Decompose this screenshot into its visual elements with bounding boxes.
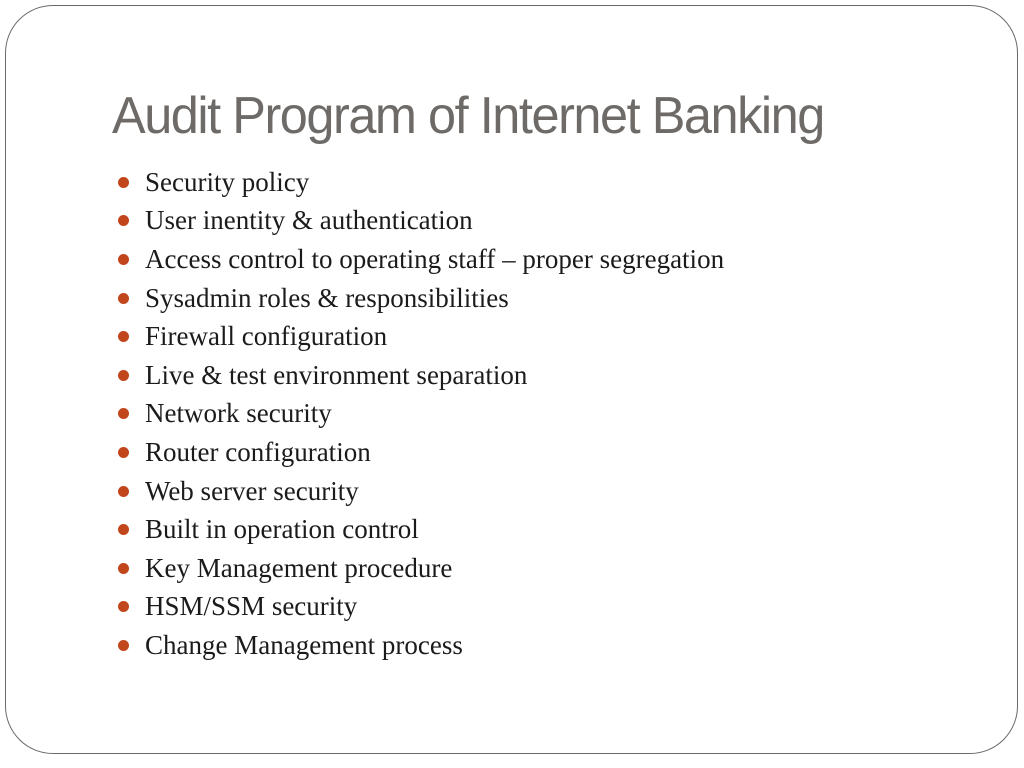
bullet-dot-icon xyxy=(118,447,129,458)
bullet-item xyxy=(118,588,724,627)
bullet-item xyxy=(118,240,724,279)
bullet-list xyxy=(118,163,724,665)
bullet-item xyxy=(118,395,724,434)
slide-title: Audit Program of Internet Banking xyxy=(112,87,824,145)
bullet-text: Sysadmin roles & responsibilities xyxy=(145,282,509,313)
bullet-text: Built in operation control xyxy=(145,514,419,545)
bullet-text: Access control to operating staff – proper segregation xyxy=(145,243,725,274)
bullet-text: Security policy xyxy=(145,166,310,197)
bullet-item xyxy=(118,317,724,356)
bullet-item xyxy=(118,433,724,472)
bullet-item xyxy=(118,510,724,549)
bullet-dot-icon xyxy=(118,177,129,188)
bullet-dot-icon xyxy=(118,331,129,342)
bullet-dot-icon xyxy=(118,640,129,651)
bullet-dot-icon xyxy=(118,215,129,226)
bullet-item xyxy=(118,549,724,588)
bullet-dot-icon xyxy=(118,370,129,381)
bullet-text: User inentity & authentication xyxy=(145,205,473,236)
bullet-text: Key Management procedure xyxy=(145,552,453,583)
bullet-text: HSM/SSM security xyxy=(145,591,358,622)
bullet-text: Firewall configuration xyxy=(145,321,388,352)
bullet-dot-icon xyxy=(118,524,129,535)
bullet-item xyxy=(118,626,724,665)
bullet-dot-icon xyxy=(118,408,129,419)
bullet-text: Live & test environment separation xyxy=(145,359,528,390)
bullet-item xyxy=(118,279,724,318)
bullet-dot-icon xyxy=(118,601,129,612)
bullet-item xyxy=(118,202,724,241)
bullet-text: Web server security xyxy=(145,475,359,506)
bullet-dot-icon xyxy=(118,254,129,265)
bullet-text: Network security xyxy=(145,398,332,429)
bullet-item xyxy=(118,356,724,395)
bullet-dot-icon xyxy=(118,486,129,497)
bullet-dot-icon xyxy=(118,293,129,304)
slide xyxy=(5,5,1018,754)
bullet-text: Router configuration xyxy=(145,436,371,467)
bullet-text: Change Management process xyxy=(145,629,463,660)
bullet-item xyxy=(118,472,724,511)
bullet-dot-icon xyxy=(118,563,129,574)
bullet-item xyxy=(118,163,724,202)
